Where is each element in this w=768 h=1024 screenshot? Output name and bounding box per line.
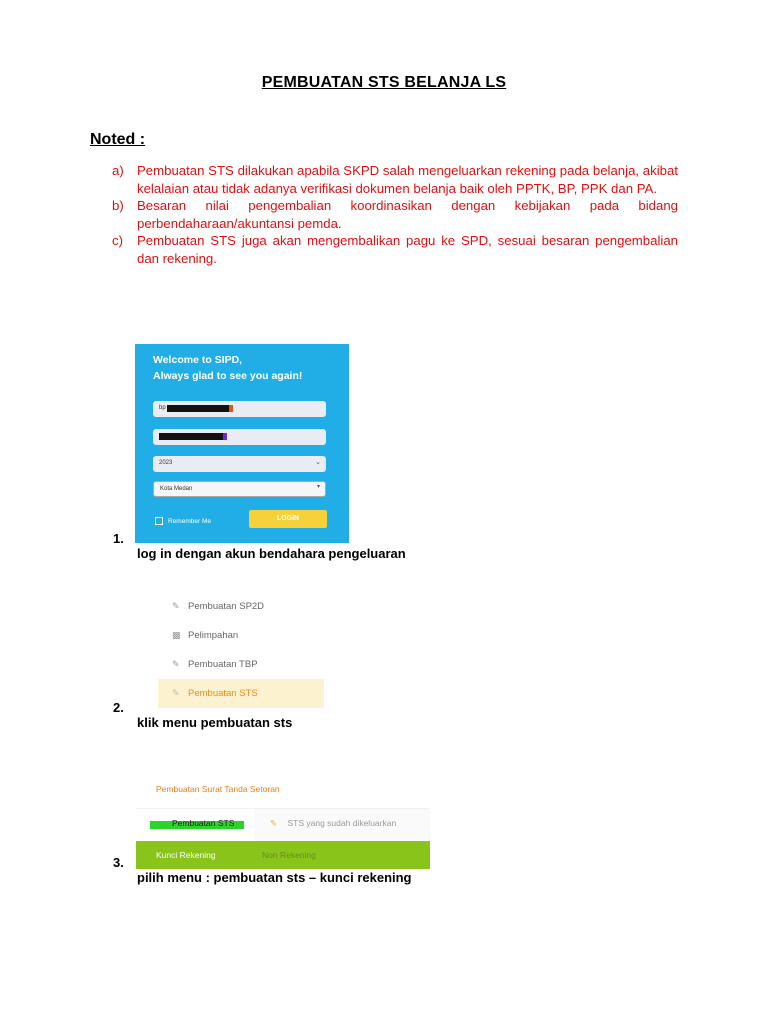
redact-mark <box>229 405 233 412</box>
tab-label: Pembuatan STS <box>172 818 235 828</box>
menu-screenshot <box>158 592 324 712</box>
step-caption: log in dengan akun bendahara pengeluaran <box>137 546 406 561</box>
tab-label: STS yang sudah dikeluarkan <box>287 818 397 828</box>
noted-heading: Noted : <box>90 131 146 148</box>
username-field[interactable] <box>153 401 326 417</box>
redact-mark <box>223 433 227 440</box>
login-button[interactable]: LOGIN <box>249 510 327 528</box>
note-item <box>112 232 678 267</box>
redacted-password <box>159 433 223 440</box>
sts-page-screenshot <box>136 770 430 868</box>
year-value: 2023 <box>159 460 173 466</box>
step-caption: klik menu pembuatan sts <box>137 715 293 730</box>
password-field[interactable] <box>153 429 326 445</box>
remember-me[interactable] <box>155 517 211 525</box>
dropdown-arrow-icon: ▾ <box>316 484 320 490</box>
note-text: Besaran nilai pengembalian koordinasikan dengan kebijakan pada bidang perbendaharaan/akuntansi pemda. <box>137 198 678 231</box>
note-item <box>112 162 678 197</box>
menu-item-pembuatan-tbp[interactable] <box>158 650 324 679</box>
note-marker: b) <box>112 198 124 213</box>
chevron-down-icon: ⌄ <box>315 459 321 466</box>
subtab-bar <box>136 841 430 869</box>
region-select[interactable] <box>153 481 326 497</box>
redacted-username <box>167 405 229 412</box>
note-marker: a) <box>112 163 124 178</box>
subtab-kunci-rekening[interactable]: Kunci Rekening <box>156 850 216 860</box>
subtab-non-rekening[interactable]: Non Rekening <box>262 850 316 860</box>
login-screenshot <box>135 344 349 543</box>
tab-sts-dikeluarkan[interactable] <box>270 818 396 829</box>
region-value: Kota Medan <box>160 486 193 492</box>
step-caption: pilih menu : pembuatan sts – kunci rekening <box>137 870 412 885</box>
welcome-line-2: Always glad to see you again! <box>153 370 303 382</box>
welcome-line-1: Welcome to SIPD, <box>153 354 243 366</box>
step-number: 1. <box>113 531 124 546</box>
menu-item-label: Pembuatan TBP <box>188 659 258 670</box>
note-marker: c) <box>112 233 123 248</box>
menu-item-pembuatan-sts[interactable] <box>158 679 324 708</box>
menu-item-label: Pembuatan STS <box>188 688 258 699</box>
note-text: Pembuatan STS juga akan mengembalikan pagu ke SPD, sesuai besaran pengembalian dan rekening. <box>137 233 678 266</box>
edit-icon: ✎ <box>172 659 180 669</box>
step-number: 2. <box>113 700 124 715</box>
page-heading: Pembuatan Surat Tanda Setoran <box>136 770 430 809</box>
tab-row <box>136 809 430 841</box>
edit-icon: ✎ <box>270 818 278 828</box>
step-number: 3. <box>113 855 124 870</box>
username-prefix: bp <box>159 405 166 411</box>
remember-label: Remember Me <box>168 517 211 525</box>
edit-icon: ✎ <box>172 601 180 611</box>
document-icon: ▩ <box>172 630 181 640</box>
menu-item-label: Pelimpahan <box>188 630 239 641</box>
note-item <box>112 197 678 232</box>
year-select[interactable] <box>153 456 326 472</box>
menu-item-pembuatan-sp2d[interactable] <box>158 592 324 621</box>
checkbox-icon[interactable] <box>155 517 163 525</box>
notes-list <box>112 162 678 267</box>
tab-pembuatan-sts[interactable] <box>136 809 254 841</box>
document-title: PEMBUATAN STS BELANJA LS <box>261 74 507 91</box>
note-text: Pembuatan STS dilakukan apabila SKPD salah mengeluarkan rekening pada belanja, akibat kelalaian atau tidak adanya verifikasi dokumen belanja baik oleh PPTK, BP, PPK dan PA. <box>137 163 678 196</box>
menu-item-pelimpahan[interactable] <box>158 621 324 650</box>
menu-item-label: Pembuatan SP2D <box>188 601 265 612</box>
edit-icon: ✎ <box>172 688 180 698</box>
